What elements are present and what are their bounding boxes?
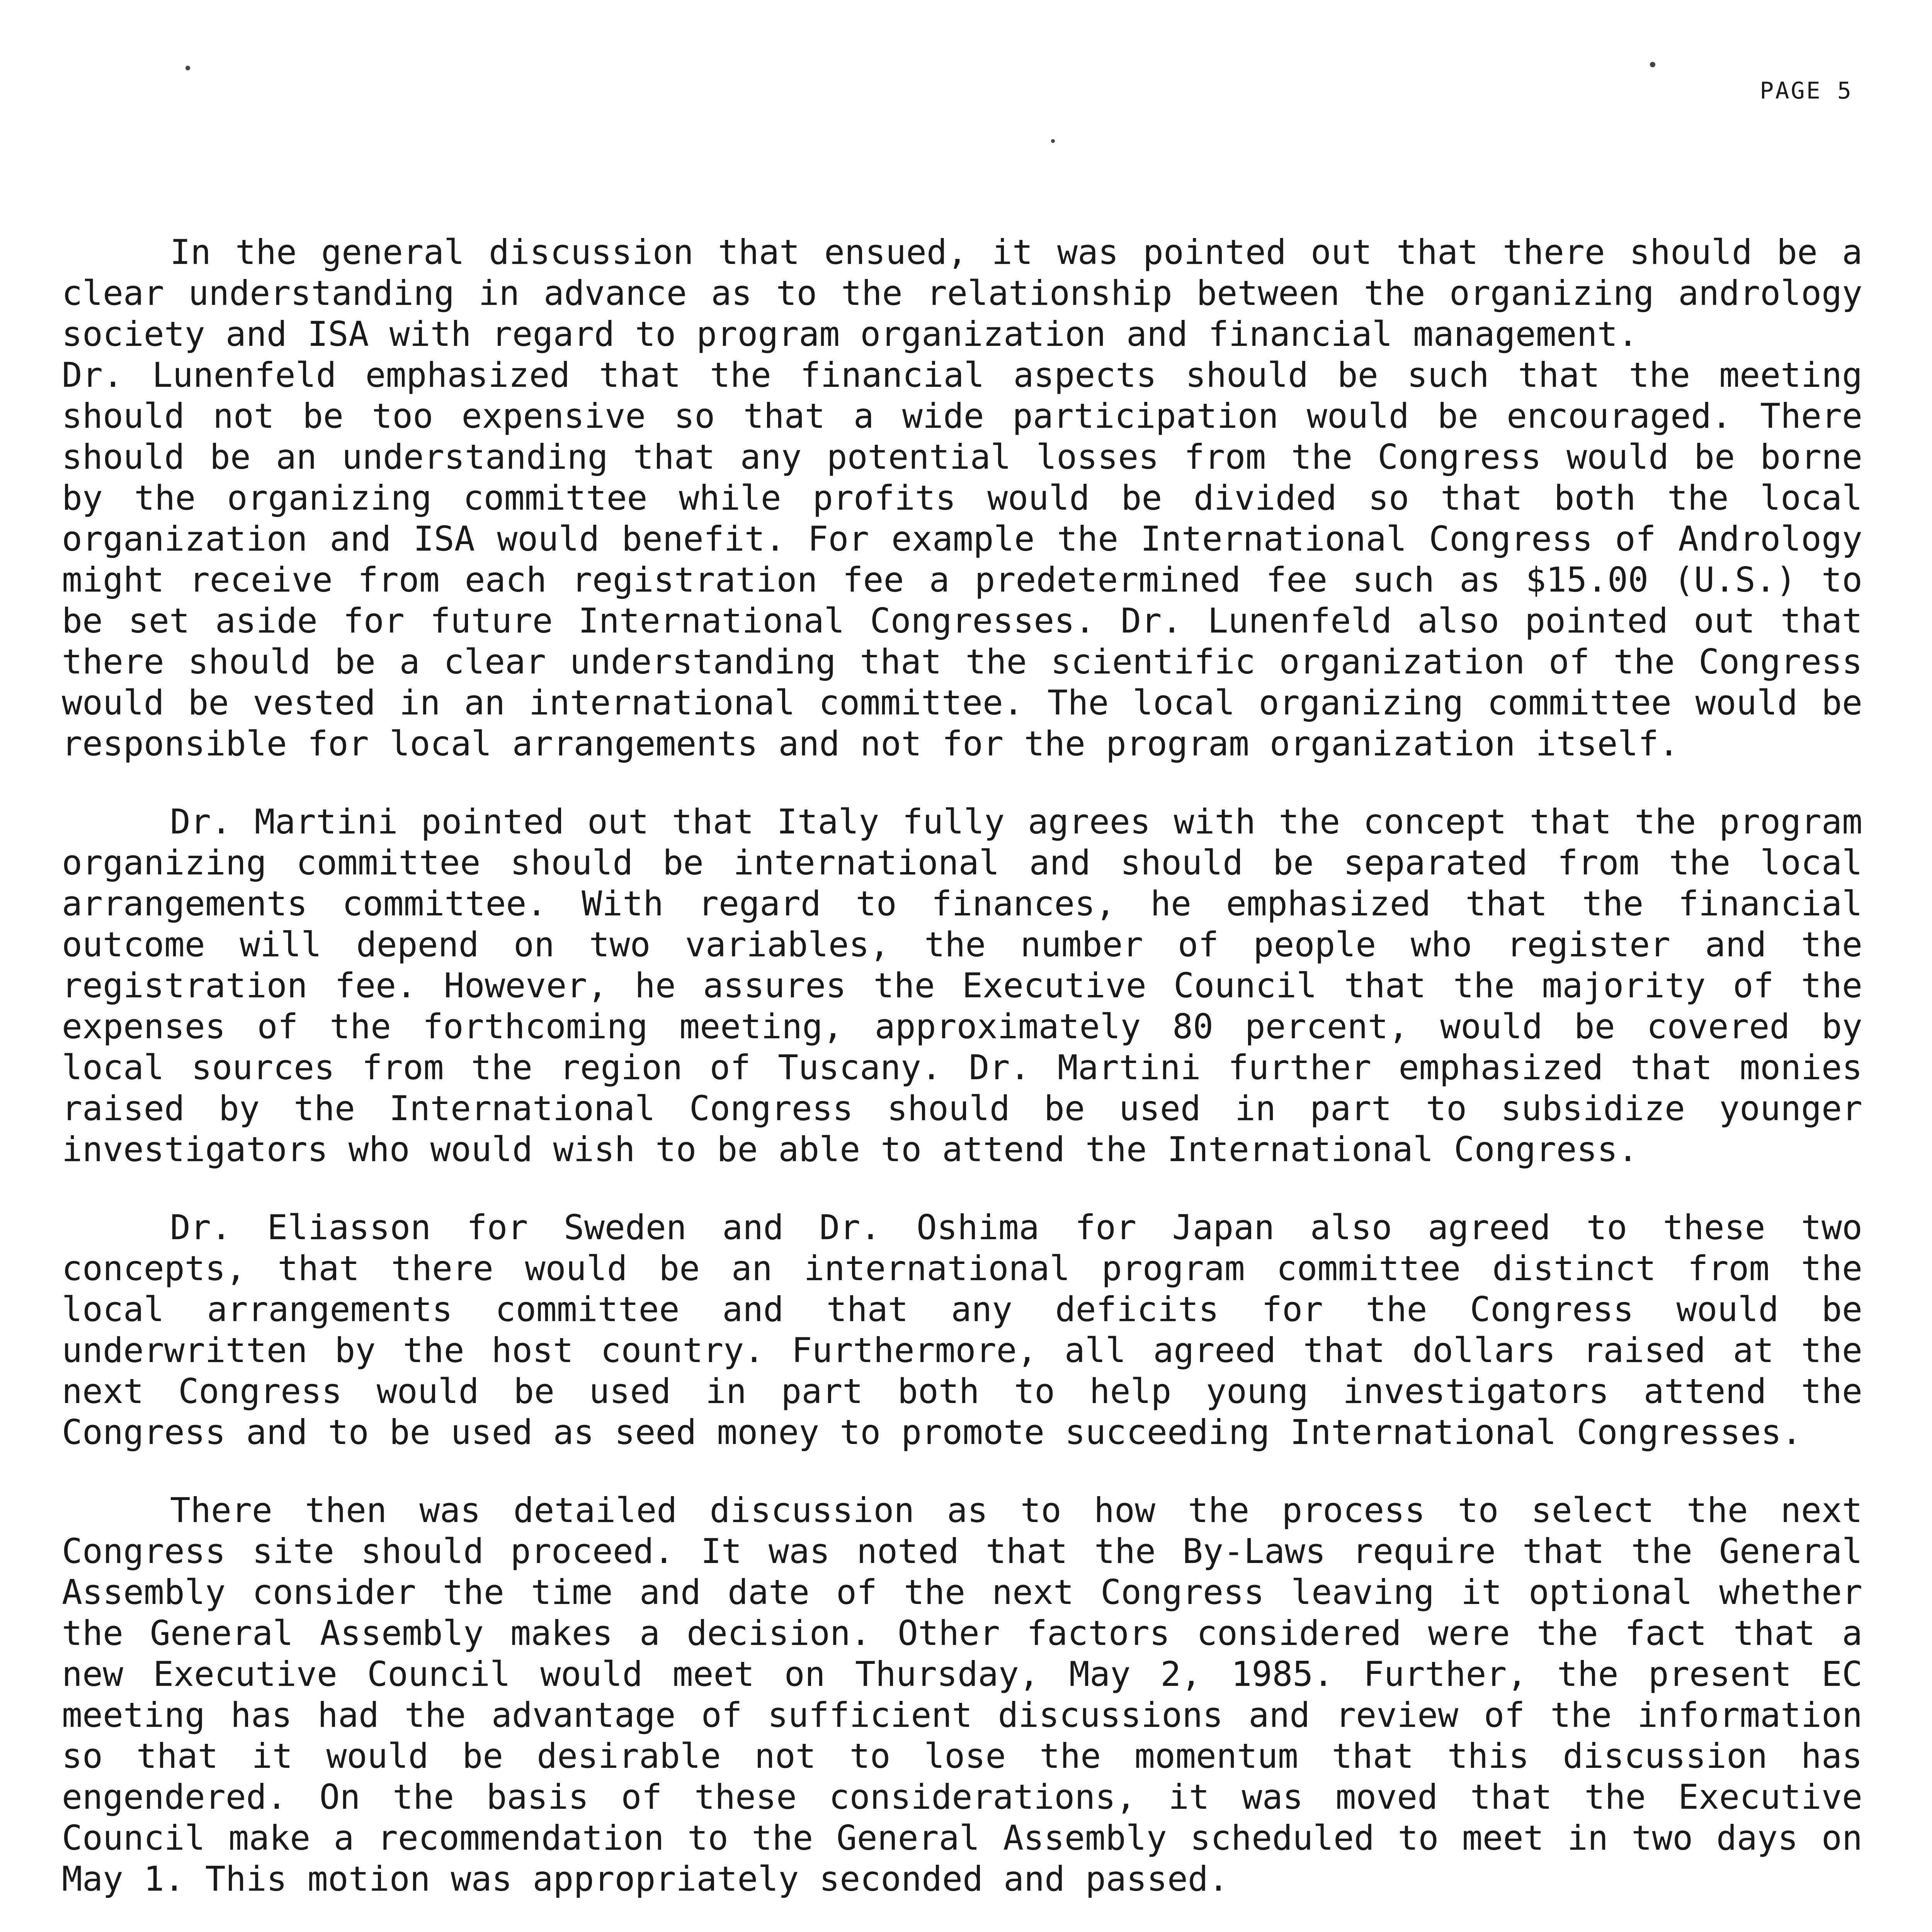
scan-speck — [185, 66, 190, 70]
page-number: PAGE 5 — [1760, 77, 1853, 104]
scan-speck — [1650, 62, 1655, 67]
paragraph-site-selection: There then was detailed discussion as to how the process to select the next Congress site should proceed. It was noted that the By-Laws require that the General Assembly consider the time and date of the next Congress leaving it optional whether the General Assembly makes a decision. Other factors considered were the fact that a new Executive Council would meet on Thursday, May 2, 1985. Further, the present EC meeting has had the advantage of sufficient discussions and review of the information so that it would be desirable not to lose the momentum that this discussion has engendered. On the basis of these considerations, it was moved that the Executive Council make a recommendation to the General Assembly scheduled to meet in two days on May 1. This motion was appropriately seconded and passed. — [62, 1490, 1862, 1899]
paragraph-general-discussion: In the general discussion that ensued, it was pointed out that there should be a clear understanding in advance as to the relationship between the organizing andrology society and ISA with regard to program organization and financial management. — [62, 232, 1862, 354]
document-body — [62, 232, 1862, 1932]
paragraph-lunenfeld: Dr. Lunenfeld emphasized that the financial aspects should be such that the meeting should not be too expensive so that a wide participation would be encouraged. There should be an understanding that any potential losses from the Congress would be borne by the organizing committee while profits would be divided so that both the local organization and ISA would benefit. For example the International Congress of Andrology might receive from each registration fee a predetermined fee such as $15.00 (U.S.) to be set aside for future International Congresses. Dr. Lunenfeld also pointed out that there should be a clear understanding that the scientific organization of the Congress would be vested in an international committee. The local organizing committee would be responsible for local arrangements and not for the program organization itself. — [62, 355, 1862, 764]
paragraph-eliasson-oshima: Dr. Eliasson for Sweden and Dr. Oshima for Japan also agreed to these two concepts, that there would be an international program committee distinct from the local arrangements committee and that any deficits for the Congress would be underwritten by the host country. Furthermore, all agreed that dollars raised at the next Congress would be used in part both to help young investigators attend the Congress and to be used as seed money to promote succeeding International Congresses. — [62, 1208, 1862, 1452]
paragraph-martini: Dr. Martini pointed out that Italy fully agrees with the concept that the program organizing committee should be international and should be separated from the local arrangements committee. With regard to finances, he emphasized that the financial outcome will depend on two variables, the number of people who register and the registration fee. However, he assures the Executive Council that the majority of the expenses of the forthcoming meeting, approximately 80 percent, would be covered by local sources from the region of Tuscany. Dr. Martini further emphasized that monies raised by the International Congress should be used in part to subsidize younger investigators who would wish to be able to attend the International Congress. — [62, 802, 1862, 1169]
scan-speck — [1051, 139, 1055, 143]
